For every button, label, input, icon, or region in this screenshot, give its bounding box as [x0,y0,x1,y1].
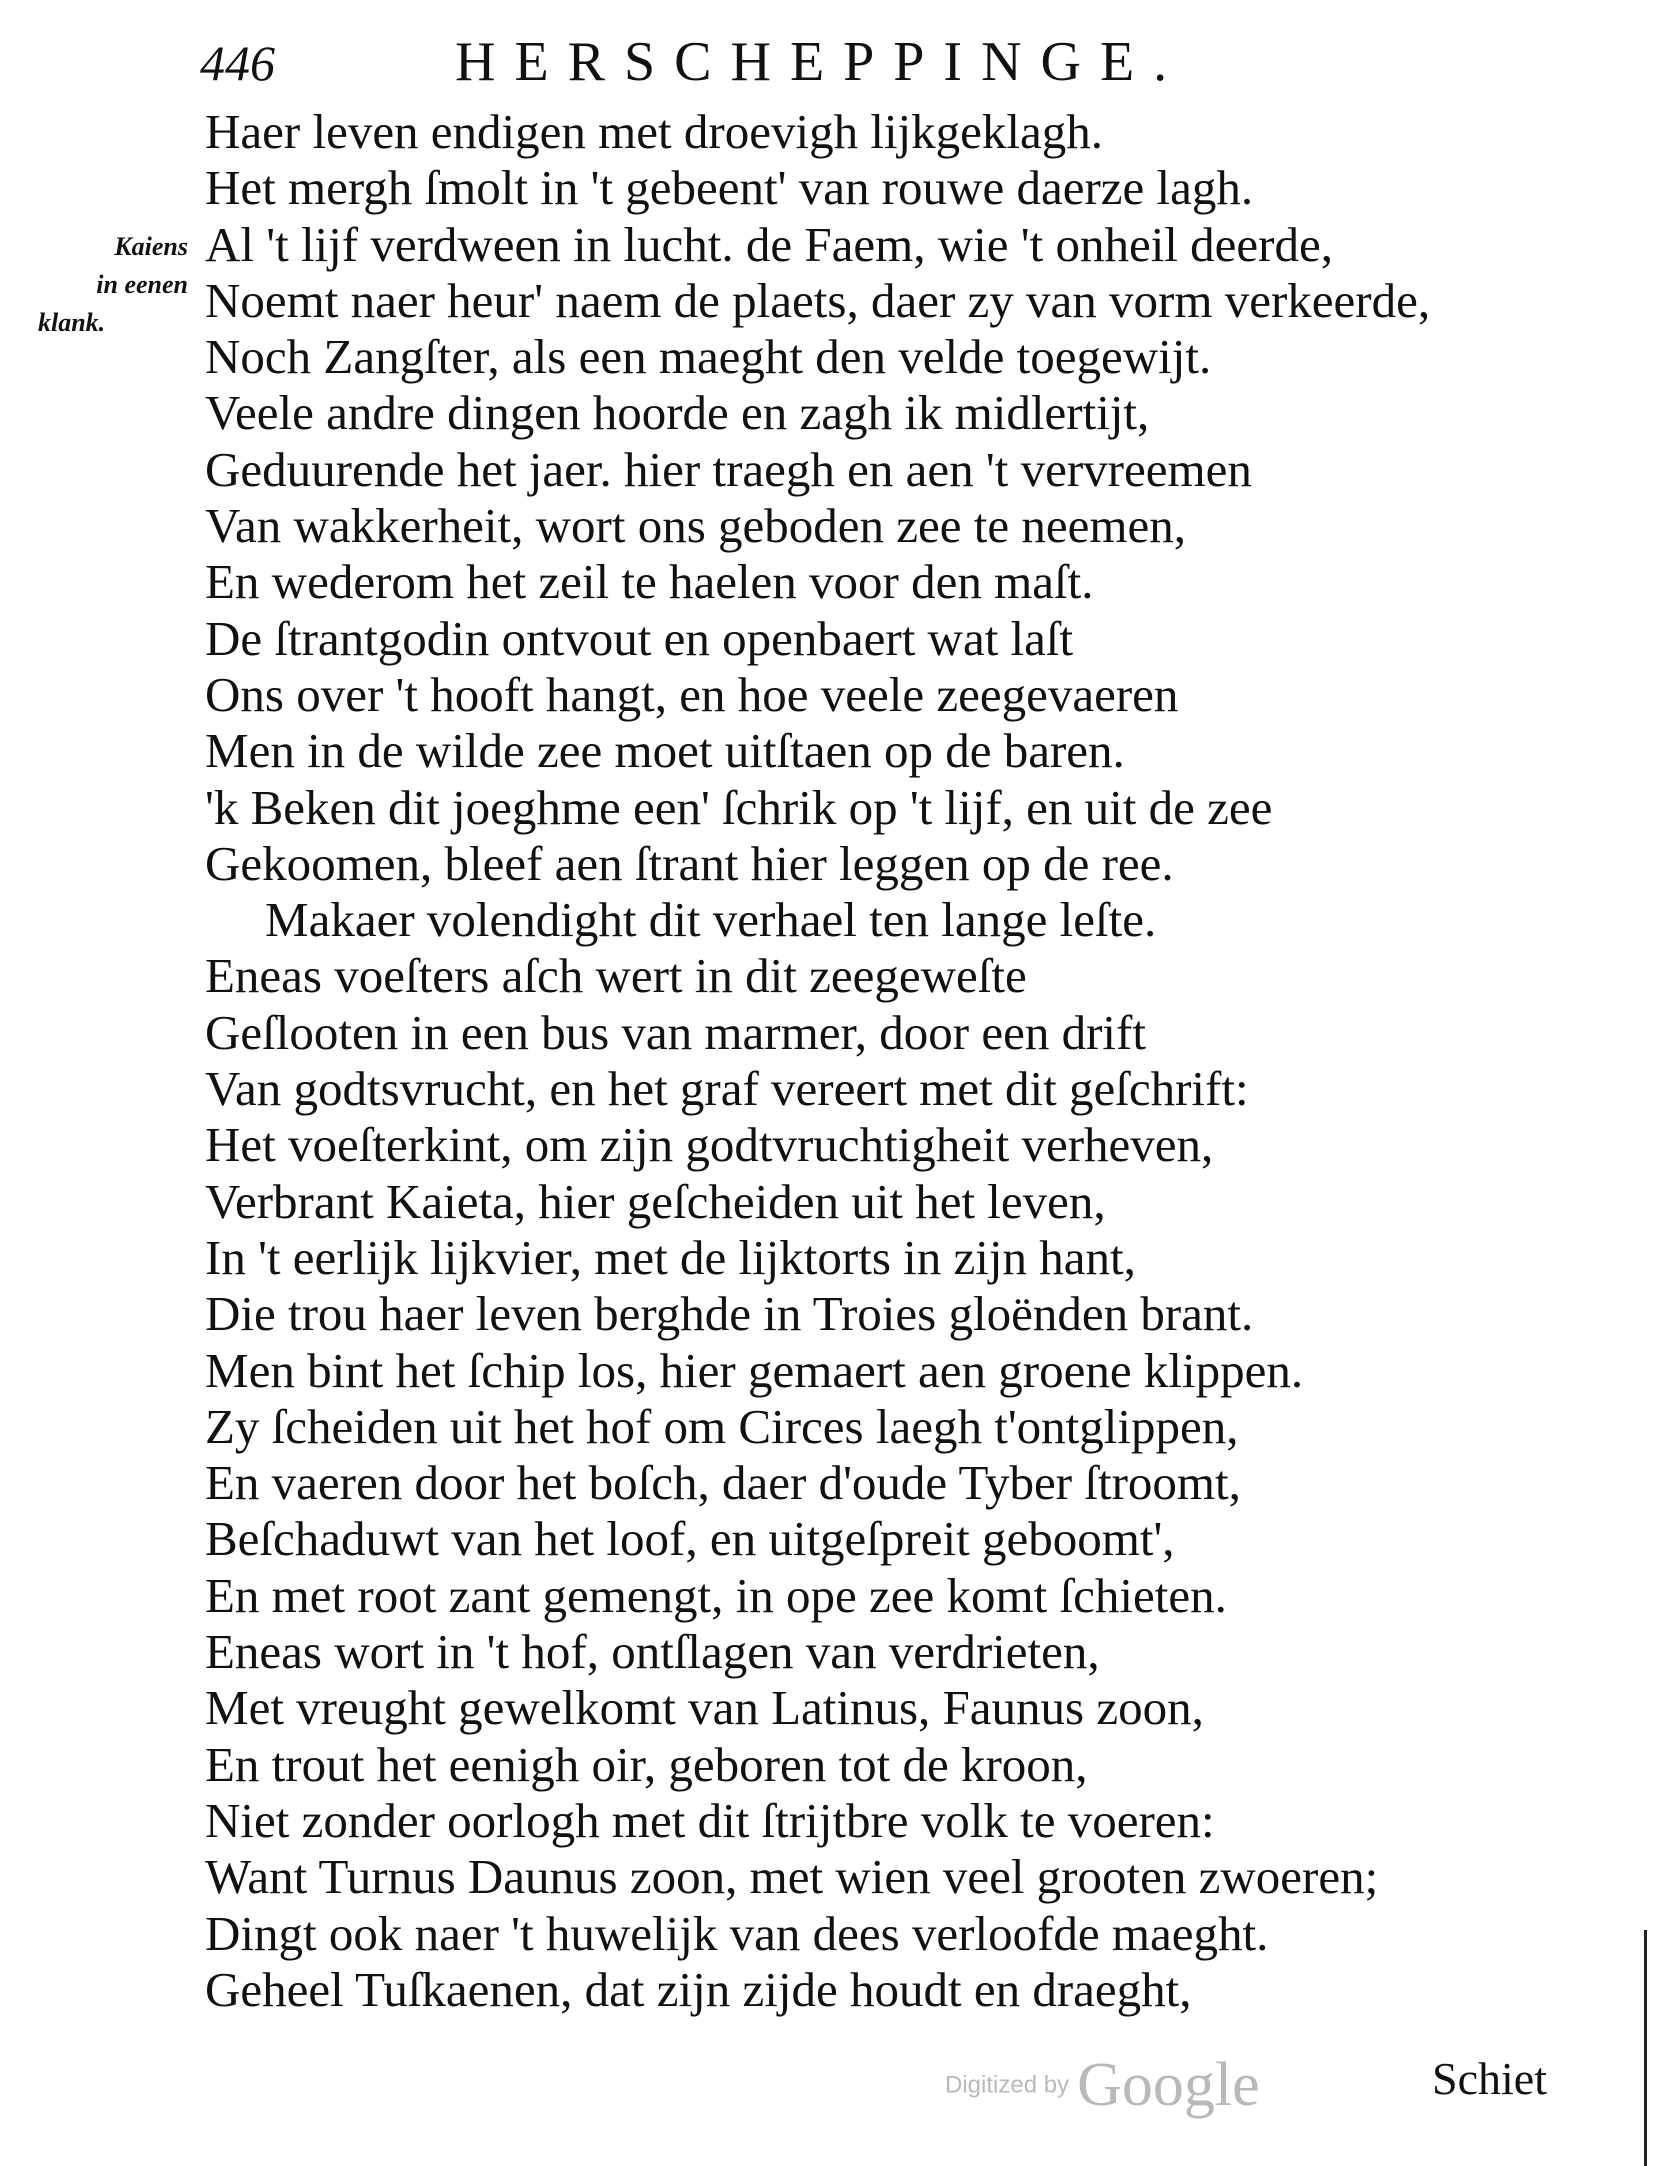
verse-line: Van godtsvrucht, en het graf vereert met dit geſchrift: [205,1061,1249,1117]
verse-line: Want Turnus Daunus zoon, met wien veel grooten zwoeren; [205,1849,1379,1905]
verse-line: Eneas voeſters aſch wert in dit zeegeweſte [205,948,1027,1004]
verse-line: Makaer volendight dit verhael ten lange leſte. [265,892,1157,948]
verse-line: Noemt naer heur' naem de plaets, daer zy van vorm verkeerde, [205,272,1431,328]
verse-line: Met vreught gewelkomt van Latinus, Faunus zoon, [205,1680,1204,1736]
verse-line: Ons over 't hooft hangt, en hoe veele zeegevaeren [205,666,1179,722]
verse-line: De ſtrantgodin ontvout en openbaert wat laſt [205,610,1074,666]
page-number: 446 [200,35,275,91]
verse-line: Eneas wort in 't hof, ontſlagen van verdrieten, [205,1624,1100,1680]
verse-line: En vaeren door het boſch, daer d'oude Tyber ſtroomt, [205,1455,1241,1511]
verse-line: Zy ſcheiden uit het hof om Circes laegh t'ontglippen, [205,1398,1239,1454]
watermark-prefix: Digitized by [945,2071,1070,2099]
verse-line: Geſlooten in een bus van marmer, door een drift [205,1004,1146,1060]
verse-line: Geheel Tuſkaenen, dat zijn zijde houdt en draeght, [205,1961,1192,2017]
verse-line: Niet zonder oorlogh met dit ſtrijtbre volk te voeren: [205,1792,1215,1848]
watermark-brand: Google [1077,2051,1260,2119]
verse-line: Noch Zangſter, als een maeght den velde toegewijt. [205,329,1212,385]
verse-line: Het voeſterkint, om zijn godtvruchtigheit verheven, [205,1117,1214,1173]
catchword: Schiet [1432,2053,1547,2104]
verse-line: Gekoomen, bleef aen ſtrant hier leggen op de ree. [205,835,1174,891]
verse-line: 'k Beken dit joeghme een' ſchrik op 't lijf, en uit de zee [205,779,1273,835]
margin-note-line: Kaiens [114,232,188,261]
verse-line: En wederom het zeil te haelen voor den maſt. [205,554,1094,610]
verse-line: Veele andre dingen hoorde en zagh ik midlertijt, [205,385,1150,441]
margin-note-line: klank. [38,308,106,337]
verse-line: Van wakkerheit, wort ons geboden zee te neemen, [205,498,1186,554]
running-title: HERSCHEPPINGE. [455,31,1187,93]
verse-line: Geduurende het jaer. hier traegh en aen 't vervreemen [205,441,1252,497]
verse-line: En trout het eenigh oir, geboren tot de kroon, [205,1736,1088,1792]
verse-line: Beſchaduwt van het loof, en uitgeſpreit geboomt', [205,1511,1175,1567]
verse-line: En met root zant gemengt, in ope zee komt ſchieten. [205,1567,1227,1623]
margin-note [38,228,188,342]
verse-line: In 't eerlijk lijkvier, met de lijktorts in zijn hant, [205,1229,1136,1285]
verse-line: Men in de wilde zee moet uitſtaen op de baren. [205,723,1125,779]
digitized-watermark [945,2050,1260,2121]
verse-line: Verbrant Kaieta, hier geſcheiden uit het leven, [205,1173,1106,1229]
verse-line: Men bint het ſchip los, hier gemaert aen groene klippen. [205,1342,1304,1398]
verse-block [205,104,1430,2018]
page-edge-line [1644,1930,1647,2166]
verse-line: Het mergh ſmolt in 't gebeent' van rouwe daerze lagh. [205,160,1254,216]
verse-line: Dingt ook naer 't huwelijk van dees verloofde maeght. [205,1905,1269,1961]
verse-line: Haer leven endigen met droevigh lijkgeklagh. [205,104,1104,159]
margin-note-line: in eenen [96,270,188,299]
verse-line: Al 't lijf verdween in lucht. de Faem, wie 't onheil deerde, [205,216,1333,272]
verse-line: Die trou haer leven berghde in Troies gloënden brant. [205,1286,1254,1342]
